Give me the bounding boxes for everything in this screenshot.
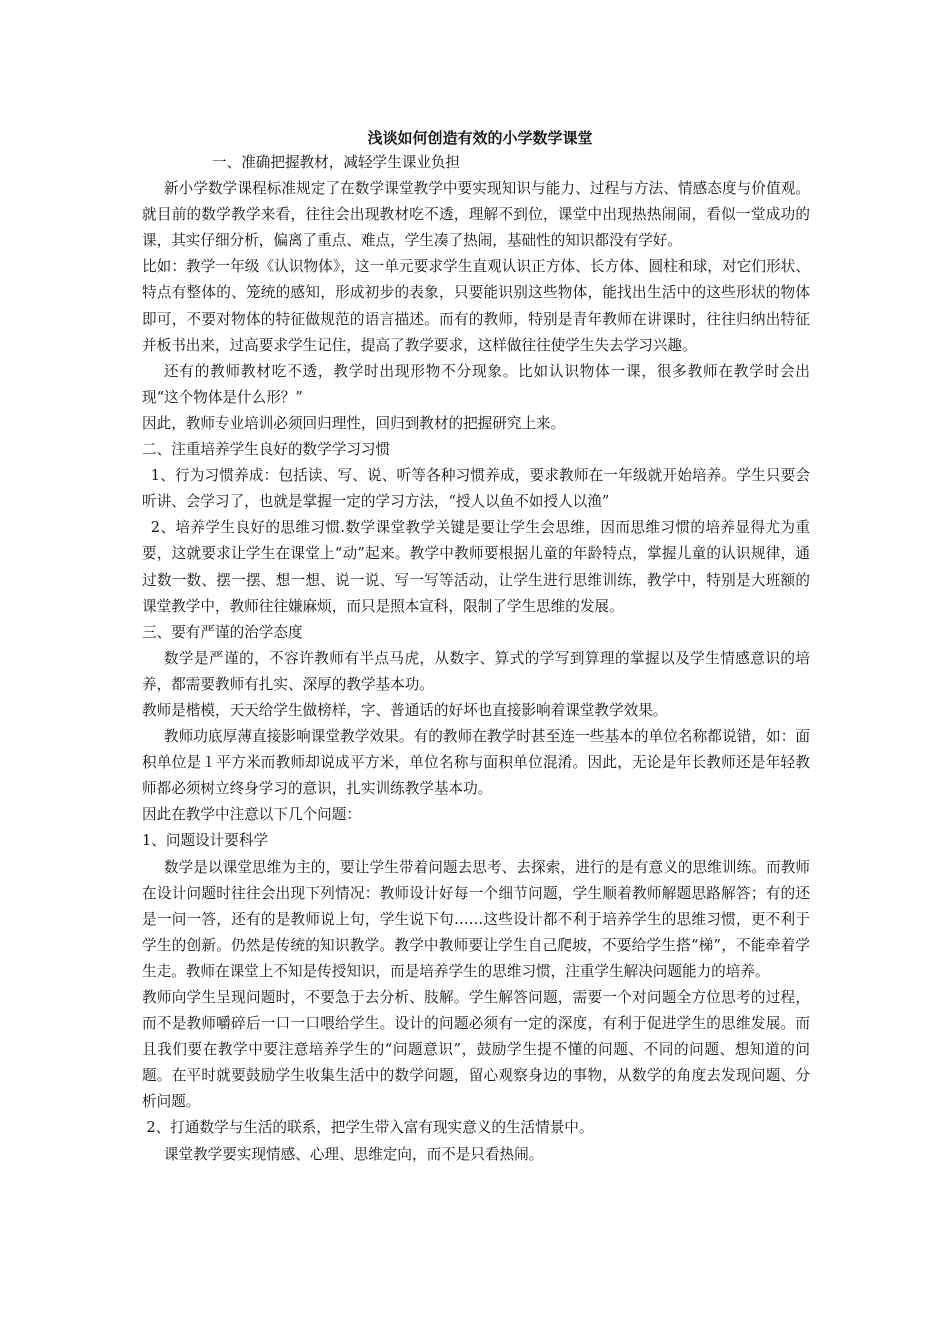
section-heading-3: 三、要有严谨的治学态度 [142, 623, 303, 641]
section-heading-2: 二、注重培养学生良好的数学学习习惯 [142, 441, 391, 459]
paragraph: 2、培养学生良好的思维习惯.数学课堂教学关键是要让学生会思维，因而思维习惯的培养显得尤为重要，这就要求让学生在课堂上“动”起来。教学中教师要根据儿童的年龄特点，掌握儿童的认识规律，通过数一数、摆一摆、想一想、说一说、写一写等活动，让学生进行思维训练，教学中，特别是大班额的课堂教学中，教师往往嫌麻烦，而只是照本宣科，限制了学生思维的发展。 [142, 519, 810, 615]
paragraph: 1、行为习惯养成：包括读、写、说、听等各种习惯养成，要求教师在一年级就开始培养。学生只要会听讲、会学习了，也就是掌握一定的学习方法，“授人以鱼不如授人以渔” [142, 467, 810, 511]
subheading: 2、打通数学与生活的联系，把学生带入富有现实意义的生活情景中。 [146, 1119, 594, 1137]
paragraph: 比如：教学一年级《认识物体》，这一单元要求学生直观认识正方体、长方体、圆柱和球，对它们形状、特点有整体的、笼统的感知，形成初步的表象，只要能识别这些物体，能找出生活中的这些形状的物体即可，不要对物体的特征做规范的语言描述。而有的教师，特别是青年教师在讲课时，往往归纳出特征并板书出来，过高要求学生记住，提高了教学要求，这样做往往使学生失去学习兴趣。 [142, 258, 810, 354]
paragraph: 教师功底厚薄直接影响课堂教学效果。有的教师在教学时甚至连一些基本的单位名称都说错，如：面积单位是１平方米而教师却说成平方米，单位名称与面积单位混淆。因此，无论是年长教师还是年轻教师都必须树立终身学习的意识，扎实训练教学基本功。 [142, 728, 810, 798]
document-page [142, 126, 810, 1168]
section-heading-1: 一、准确把握教材，减轻学生课业负担 [212, 154, 461, 171]
document-title: 浅谈如何创造有效的小学数学课堂 [367, 129, 593, 147]
paragraph: 课堂教学要实现情感、心理、思维定向，而不是只看热闹。 [163, 1145, 544, 1163]
paragraph: 数学是以课堂思维为主的，要让学生带着问题去思考、去探索，进行的是有意义的思维训练。而教师在设计问题时往往会出现下列情况：教师设计好每一个细节问题，学生顺着教师解题思路解答；有的还是一问一答，还有的是教师说上句，学生说下句……这些设计都不利于培养学生的思维习惯，更不利于学生的创新。仍然是传统的知识教学。教学中教师要让学生自己爬坡，不要给学生搭“梯”，不能牵着学生走。教师在课堂上不知是传授知识，而是培养学生的思维习惯，注重学生解决问题能力的培养。 [142, 858, 810, 980]
paragraph: 因此在教学中注意以下几个问题： [142, 806, 361, 824]
paragraph: 新小学数学课程标准规定了在数学课堂教学中要实现知识与能力、过程与方法、情感态度与价值观。就目前的数学教学来看，往往会出现教材吃不透，理解不到位，课堂中出现热热闹闹，看似一堂成功的课，其实仔细分析，偏离了重点、难点，学生凑了热闹，基础性的知识都没有学好。 [142, 180, 810, 250]
subheading: 1、问题设计要科学 [142, 832, 269, 850]
paragraph: 教师向学生呈现问题时，不要急于去分析、肢解。学生解答问题，需要一个对问题全方位思考的过程，而不是教师嚼碎后一口一口喂给学生。设计的问题必须有一定的深度，有利于促进学生的思维发展。而且我们要在教学中要注意培养学生的“问题意识”，鼓励学生提不懂的问题、不同的问题、想知道的问题。在平时就要鼓励学生收集生活中的数学问题，留心观察身边的事物，从数学的角度去发现问题、分析问题。 [142, 989, 810, 1111]
paragraph: 因此，教师专业培训必须回归理性，回归到教材的把握研究上来。 [142, 414, 566, 432]
paragraph: 教师是楷模，天天给学生做榜样，字、普通话的好坏也直接影响着课堂教学效果。 [142, 701, 668, 719]
paragraph: 还有的教师教材吃不透，教学时出现形物不分现象。比如认识物体一课，很多教师在教学时会出现“这个物体是什么形？” [142, 362, 810, 406]
paragraph: 数学是严谨的，不容许教师有半点马虎，从数字、算式的学写到算理的掌握以及学生情感意识的培养，都需要教师有扎实、深厚的教学基本功。 [142, 649, 810, 693]
